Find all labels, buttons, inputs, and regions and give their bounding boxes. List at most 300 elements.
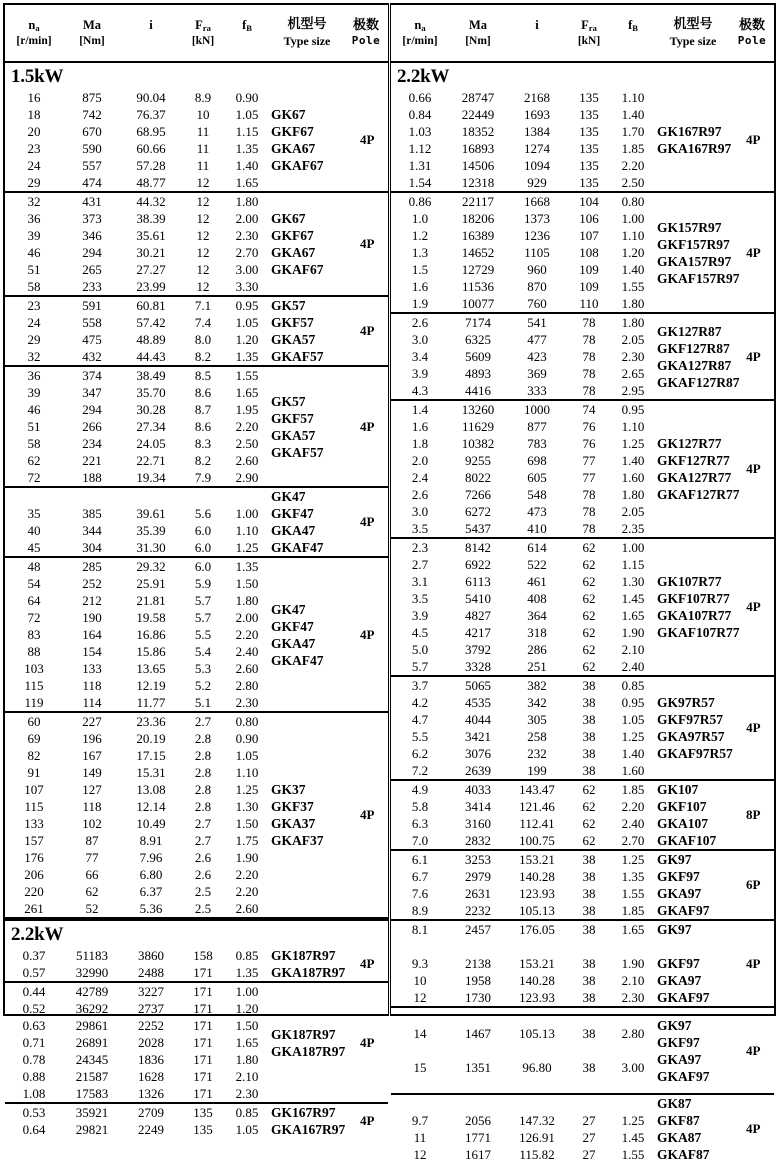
table-row — [5, 488, 269, 505]
cell-fb: 1.45 — [621, 1130, 645, 1145]
group-type-size-list — [269, 1104, 346, 1138]
cell-fra: 27 — [582, 1130, 596, 1145]
cell-ma: 227 — [82, 714, 102, 729]
group-pole-label: 4P — [745, 132, 761, 147]
cell-fra: 62 — [582, 833, 596, 848]
header-subscript: a — [421, 23, 426, 33]
header-label-unit — [508, 34, 566, 48]
table-row — [391, 1095, 655, 1112]
cell-ma: 196 — [82, 731, 102, 746]
cell-ma: 188 — [82, 470, 102, 485]
group-pole-label: 4P — [359, 626, 375, 642]
cell-i: 68.95 — [136, 124, 166, 139]
cell-i: 232 — [527, 746, 547, 761]
cell-fb: 2.20 — [235, 419, 259, 434]
header-label-unit: Pole — [737, 34, 767, 48]
cell-na: 23 — [27, 141, 41, 156]
cell-i: 31.30 — [136, 540, 166, 555]
cell-i: 1384 — [524, 124, 550, 139]
cell-fb: 2.20 — [235, 627, 259, 642]
cell-fra: 5.1 — [194, 695, 212, 710]
cell-na: 0.37 — [22, 948, 46, 963]
table-row — [5, 1000, 269, 1017]
group-type-size-list — [655, 677, 733, 779]
header-label-primary: 极数 — [352, 18, 379, 33]
cell-na: 10 — [413, 973, 427, 988]
cell-i: 2252 — [138, 1018, 164, 1033]
group-type-size-list — [269, 297, 346, 365]
cell-fra: 62 — [582, 642, 596, 657]
type-size-label: GKF97 — [657, 1034, 700, 1050]
table-row — [5, 314, 269, 331]
cell-fb: 2.20 — [621, 158, 645, 173]
cell-fb: 0.95 — [235, 298, 259, 313]
type-size-label: GKA67 — [271, 141, 316, 156]
cell-fb: 1.50 — [235, 1018, 259, 1033]
type-size-label: GKF157R97 — [657, 236, 730, 252]
cell-fb: 1.25 — [621, 1113, 645, 1128]
cell-fb: 1.80 — [235, 593, 259, 608]
cell-ma: 6922 — [465, 557, 491, 572]
type-size-label: GK97 — [657, 852, 692, 867]
cell-fb: 2.80 — [621, 1026, 645, 1041]
cell-ma: 16389 — [461, 228, 495, 243]
table-row — [391, 227, 655, 244]
cell-i: 27.27 — [136, 262, 166, 277]
right-spec-group — [391, 781, 774, 851]
table-row — [391, 261, 655, 278]
group-data-rows — [391, 401, 655, 537]
cell-fra: 78 — [582, 332, 596, 347]
cell-fra: 38 — [582, 695, 596, 710]
table-row — [391, 382, 655, 399]
cell-fra: 12 — [196, 245, 210, 260]
group-data-rows — [391, 1008, 655, 1093]
right-spec-group — [391, 851, 774, 921]
table-row — [5, 832, 269, 849]
cell-na: 69 — [27, 731, 41, 746]
type-size-label: GK57 — [271, 393, 306, 409]
table-row — [5, 947, 269, 964]
cell-ma: 475 — [82, 332, 102, 347]
table-row — [391, 469, 655, 486]
cell-ma: 3421 — [465, 729, 491, 744]
cell-na: 24 — [27, 315, 41, 330]
cell-i: 140.28 — [519, 973, 555, 988]
type-size-label: GKAF157R97 — [657, 270, 740, 286]
cell-i: 140.28 — [519, 869, 555, 884]
table-row — [5, 106, 269, 123]
cell-na: 5.5 — [411, 729, 429, 744]
cell-na: 7.6 — [411, 886, 429, 901]
cell-fb: 1.25 — [235, 782, 259, 797]
type-size-label: GK157R97 — [657, 219, 722, 235]
type-size-label: GKAF107 — [657, 833, 717, 848]
cell-fra: 62 — [582, 608, 596, 623]
cell-ma: 1771 — [465, 1130, 491, 1145]
cell-i: 877 — [527, 419, 547, 434]
cell-fra: 38 — [582, 922, 596, 937]
cell-ma: 118 — [82, 799, 102, 814]
cell-ma: 13260 — [461, 402, 495, 417]
cell-fb: 1.65 — [235, 385, 259, 400]
cell-fra: 38 — [582, 852, 596, 867]
type-size-label: GKA97 — [657, 1051, 702, 1067]
cell-i: 6.37 — [139, 884, 163, 899]
cell-i: 5.36 — [139, 901, 163, 916]
cell-fra: 38 — [582, 886, 596, 901]
table-row — [391, 1008, 655, 1025]
cell-na: 0.66 — [408, 90, 432, 105]
cell-fb: 2.90 — [235, 470, 259, 485]
header-label-primary: Ma — [468, 18, 488, 32]
header-label-unit — [226, 34, 268, 48]
cell-fb: 1.60 — [621, 763, 645, 778]
cell-ma: 167 — [82, 748, 102, 763]
cell-i: 57.28 — [136, 158, 166, 173]
group-pole-label: 4P — [359, 514, 375, 529]
cell-fb: 0.80 — [235, 714, 259, 729]
cell-i: 15.86 — [136, 644, 166, 659]
type-size-label: GKA127R87 — [657, 357, 732, 373]
table-row — [391, 210, 655, 227]
cell-fra: 62 — [582, 782, 596, 797]
type-size-label: GK37 — [271, 782, 306, 797]
cell-ma: 2639 — [465, 763, 491, 778]
cell-ma: 3160 — [465, 816, 491, 831]
left-header-fb — [225, 18, 269, 48]
table-row — [5, 713, 269, 730]
cell-i: 35.39 — [136, 523, 166, 538]
group-type-size-list — [655, 89, 732, 191]
right-power-section-title: 2.2kW — [397, 66, 450, 87]
cell-ma: 26891 — [75, 1035, 109, 1050]
type-size-label: GKF37 — [271, 799, 314, 814]
table-row — [391, 503, 655, 520]
cell-fb: 1.25 — [621, 729, 645, 744]
type-size-label: GKAF57 — [271, 349, 324, 364]
cell-ma: 22449 — [461, 107, 495, 122]
cell-i: 16.86 — [136, 627, 166, 642]
table-row — [5, 469, 269, 486]
table-row — [5, 367, 269, 384]
cell-i: 3860 — [138, 948, 164, 963]
cell-ma: 62 — [85, 884, 99, 899]
cell-fb: 1.35 — [235, 559, 259, 574]
left-header-i — [121, 18, 181, 48]
cell-fb: 2.00 — [235, 610, 259, 625]
group-type-size-list — [655, 539, 740, 675]
cell-ma: 164 — [82, 627, 102, 642]
type-size-label: GKAF97 — [657, 990, 710, 1005]
cell-fb: 1.80 — [621, 315, 645, 330]
table-row — [5, 900, 269, 917]
cell-fb: 0.95 — [621, 402, 645, 417]
cell-na: 46 — [27, 245, 41, 260]
cell-i: 473 — [527, 504, 547, 519]
table-row — [5, 331, 269, 348]
cell-fra: 135 — [579, 90, 599, 105]
cell-fra: 135 — [193, 1122, 213, 1137]
cell-fra: 6.0 — [194, 523, 212, 538]
cell-na: 0.53 — [22, 1105, 46, 1120]
cell-i: 333 — [527, 383, 547, 398]
right-table-body — [391, 63, 774, 1163]
cell-i: 1836 — [138, 1052, 164, 1067]
header-label-primary: 机型号 — [673, 17, 713, 33]
right-spec-group — [391, 401, 774, 539]
header-label-unit: Pole — [351, 34, 381, 48]
table-row — [391, 157, 655, 174]
header-label-unit: [Nm] — [79, 34, 105, 47]
cell-i: 605 — [527, 470, 547, 485]
table-row — [5, 505, 269, 522]
table-row — [5, 798, 269, 815]
cell-ma: 114 — [82, 695, 102, 710]
cell-i: 115.82 — [519, 1147, 555, 1162]
cell-ma: 149 — [82, 765, 102, 780]
cell-ma: 9255 — [465, 453, 491, 468]
cell-i: 548 — [527, 487, 547, 502]
type-size-label: GKF57 — [271, 410, 314, 426]
cell-fra: 8.2 — [194, 453, 212, 468]
type-size-label: GKA127R77 — [657, 470, 732, 485]
table-row — [5, 849, 269, 866]
type-size-label: GK67 — [271, 107, 306, 122]
cell-na: 60 — [27, 714, 41, 729]
cell-na: 1.6 — [411, 279, 429, 294]
cell-ma: 77 — [85, 850, 99, 865]
cell-na: 4.9 — [411, 782, 429, 797]
cell-fb: 2.60 — [235, 661, 259, 676]
cell-na: 83 — [27, 627, 41, 642]
cell-na: 3.5 — [411, 521, 429, 536]
cell-na: 1.5 — [411, 262, 429, 277]
right-header-fb — [611, 18, 655, 48]
cell-na: 82 — [27, 748, 41, 763]
cell-ma: 8022 — [465, 470, 491, 485]
cell-ma: 190 — [82, 610, 102, 625]
cell-fb: 0.90 — [235, 731, 259, 746]
cell-na: 35 — [27, 506, 41, 521]
type-size-label: GKF97R57 — [657, 712, 723, 727]
table-row — [5, 883, 269, 900]
cell-na: 6.2 — [411, 746, 429, 761]
cell-i: 522 — [527, 557, 547, 572]
header-label-primary: $F_{ra}$ — [581, 18, 597, 33]
cell-fb: 1.90 — [621, 625, 645, 640]
cell-fra: 5.5 — [194, 627, 212, 642]
cell-na: 119 — [24, 695, 44, 710]
cell-ma: 2979 — [465, 869, 491, 884]
cell-i: 24.05 — [136, 436, 166, 451]
table-row — [391, 798, 655, 815]
cell-fb: 1.50 — [235, 576, 259, 591]
cell-i: 1373 — [524, 211, 550, 226]
cell-i: 10.49 — [136, 816, 166, 831]
header-label-primary: i — [149, 18, 153, 32]
cell-i: 30.28 — [136, 402, 166, 417]
header-label-unit: Type size — [669, 33, 717, 48]
cell-fb: 1.35 — [621, 869, 645, 884]
cell-ma: 22117 — [461, 194, 495, 209]
group-type-size-list — [269, 713, 346, 917]
header-label-unit: [kN] — [191, 34, 215, 47]
type-size-label: GK167R97 — [657, 124, 722, 139]
left-spec-group — [5, 367, 388, 488]
cell-fb: 2.50 — [621, 175, 645, 190]
cell-ma: 28747 — [461, 90, 495, 105]
cell-i: 342 — [527, 695, 547, 710]
cell-ma: 432 — [82, 349, 102, 364]
cell-i: 39.61 — [136, 506, 166, 521]
right-header-pole — [731, 18, 773, 48]
cell-na: 0.86 — [408, 194, 432, 209]
cell-fb: 1.10 — [621, 90, 645, 105]
cell-i: 1628 — [138, 1069, 164, 1084]
cell-fra: 11 — [196, 124, 210, 139]
cell-i: 960 — [527, 262, 547, 277]
cell-fb: 2.60 — [235, 901, 259, 916]
cell-fb: 2.10 — [235, 1069, 259, 1084]
cell-fra: 109 — [579, 262, 599, 277]
cell-fb: 1.05 — [621, 712, 645, 727]
cell-fra: 135 — [579, 141, 599, 156]
header-subscript: ra — [202, 23, 211, 33]
table-row — [391, 590, 655, 607]
type-size-label: GKA87 — [657, 1130, 702, 1145]
left-header-na — [5, 18, 63, 48]
cell-na: 3.5 — [411, 591, 429, 606]
group-data-rows — [5, 193, 269, 295]
cell-fra: 11 — [196, 158, 210, 173]
cell-fb: 1.25 — [621, 436, 645, 451]
cell-fb: 1.65 — [235, 1035, 259, 1050]
cell-fb: 2.50 — [235, 436, 259, 451]
cell-i: 60.66 — [136, 141, 166, 156]
cell-fra: 7.1 — [194, 298, 212, 313]
table-row — [391, 244, 655, 261]
cell-fb: 1.05 — [235, 107, 259, 122]
cell-i: 7.96 — [139, 850, 163, 865]
type-size-label: GKA57 — [271, 332, 316, 347]
table-row — [5, 418, 269, 435]
table-row — [391, 123, 655, 140]
group-type-size-list — [655, 851, 732, 919]
cell-fra: 62 — [582, 625, 596, 640]
type-size-label: GKF57 — [271, 315, 314, 330]
header-label-primary: $f_B$ — [242, 18, 252, 33]
cell-ma: 16893 — [461, 141, 495, 156]
cell-na: 32 — [27, 349, 41, 364]
group-type-size-list — [269, 488, 346, 556]
cell-fra: 62 — [582, 557, 596, 572]
cell-na: 16 — [27, 90, 41, 105]
cell-fb: 1.10 — [235, 523, 259, 538]
cell-fra: 171 — [193, 965, 213, 980]
cell-fb: 1.35 — [235, 141, 259, 156]
group-data-rows — [391, 89, 655, 191]
group-data-rows — [391, 677, 655, 779]
type-size-label: GKA47 — [271, 523, 316, 538]
cell-fra: 38 — [582, 973, 596, 988]
cell-ma: 29861 — [75, 1018, 109, 1033]
cell-na: 0.44 — [22, 984, 46, 999]
cell-fra: 76 — [582, 436, 596, 451]
cell-fra: 78 — [582, 487, 596, 502]
cell-ma: 102 — [82, 816, 102, 831]
cell-ma: 1351 — [465, 1060, 491, 1075]
cell-fb: 1.40 — [621, 262, 645, 277]
group-data-rows — [5, 983, 269, 1102]
cell-fb: 1.80 — [621, 296, 645, 311]
table-row — [391, 1042, 655, 1059]
cell-na: 58 — [27, 279, 41, 294]
type-size-label: GKF97 — [657, 956, 700, 971]
cell-na: 157 — [24, 833, 44, 848]
cell-ma: 374 — [82, 368, 102, 383]
table-row — [391, 193, 655, 210]
cell-na: 3.4 — [411, 349, 429, 364]
cell-fra: 2.7 — [194, 833, 212, 848]
left-table-body — [5, 63, 388, 1138]
cell-i: 760 — [527, 296, 547, 311]
cell-na: 72 — [27, 610, 41, 625]
right-spec-group — [391, 677, 774, 781]
right-table-column — [390, 3, 776, 1162]
cell-na: 2.4 — [411, 470, 429, 485]
cell-fra: 2.8 — [194, 765, 212, 780]
header-label-primary: $F_{ra}$ — [195, 18, 211, 33]
cell-fra: 38 — [582, 956, 596, 971]
group-pole-label: 4P — [746, 244, 761, 260]
table-row — [391, 955, 655, 972]
table-row — [5, 781, 269, 798]
cell-na: 1.12 — [408, 141, 432, 156]
table-row — [5, 123, 269, 140]
cell-fb: 1.90 — [621, 956, 645, 971]
cell-ma: 24345 — [75, 1052, 109, 1067]
table-row — [391, 1112, 655, 1129]
cell-na: 6.1 — [411, 852, 429, 867]
cell-na: 0.57 — [22, 965, 46, 980]
cell-i: 44.32 — [136, 194, 166, 209]
group-pole-label: 4P — [746, 348, 761, 364]
cell-fb: 1.15 — [621, 557, 645, 572]
cell-ma: 3253 — [465, 852, 491, 867]
cell-fb: 1.85 — [621, 782, 645, 797]
cell-na: 64 — [27, 593, 41, 608]
type-size-label: GK187R97 — [271, 948, 336, 963]
table-row — [391, 435, 655, 452]
table-row — [391, 89, 655, 106]
cell-i: 17.15 — [136, 748, 166, 763]
cell-ma: 294 — [82, 402, 102, 417]
cell-na: 9.3 — [411, 956, 429, 971]
cell-i: 123.93 — [519, 886, 555, 901]
type-size-label: GKA37 — [271, 816, 316, 831]
cell-i: 870 — [527, 279, 547, 294]
type-size-label: GKAF37 — [271, 833, 324, 848]
cell-fra: 135 — [579, 124, 599, 139]
type-size-label: GK187R97 — [271, 1026, 336, 1042]
cell-ma: 14652 — [461, 245, 495, 260]
cell-i: 6.80 — [139, 867, 163, 882]
cell-fb: 1.25 — [621, 852, 645, 867]
cell-fra: 5.2 — [194, 678, 212, 693]
right-table-header — [391, 5, 774, 63]
cell-fb: 2.60 — [235, 453, 259, 468]
